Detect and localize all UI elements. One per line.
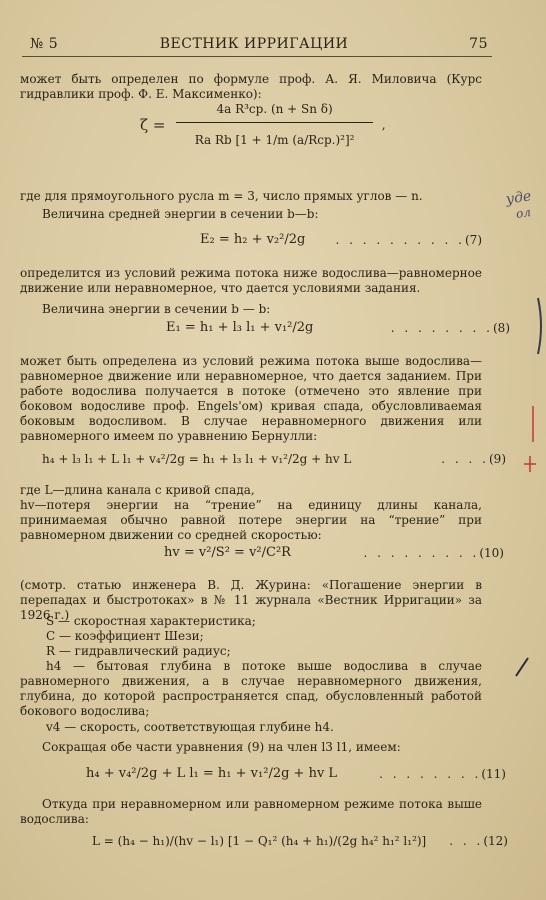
definition-v4: v4 — скорость, соответствующая глубине h4.: [46, 720, 334, 734]
definitions-list: [46, 614, 482, 659]
definition-h4: h4 — бытовая глубина в потоке выше водослива в случае равномерного движения, а в случае неравномерного движения, глубина, до которой распространяется спад, обусловленный работой бокового водослива;: [20, 659, 482, 718]
equation-9-body: h₄ + l₃ l₁ + L l₁ + v₄²/2g = h₁ + l₃ l₁ + v₁²/2g + hv L: [42, 452, 352, 466]
equation-9: h₄ + l₃ l₁ + L l₁ + v₄²/2g = h₁ + l₃ l₁ + v₁²/2g + hv L . . . .(9): [42, 452, 506, 466]
equation-7-number: (7): [465, 232, 482, 247]
formula-zeta: ζ = $\frac{\text{4a R³cp. (n + Sn δ)}}{\text{Ra Rb [1 + 1/m (a/Rcp.)²]²}}$ ,: [140, 102, 386, 147]
margin-note-top-right: уде ол: [505, 188, 533, 221]
equation-10-number: (10): [479, 545, 504, 560]
equation-12-number: (12): [483, 834, 508, 848]
paragraph-upstream-regime: может быть определена из условий режима потока выше водослива—равномерное движение или неравномерное, что дается заданием. При работе водослива получается в потоке (отмечено это явление при боковом водосливе проф. Engels'ом) кривая спада, обусловливаемая боковым водосливом. В случае неравномерного движения или равномерного имеем по уравнению Бернулли:: [20, 354, 482, 443]
equation-10: hv = v²/S² = v²/C²R . . . . . . . . .(10): [164, 545, 504, 560]
zeta-lhs: ζ =: [140, 115, 166, 134]
paragraph-milovich: может быть определен по формуле проф. А. Я. Миловича (Курс гидравлики проф. Ф. Е. Максименко):: [20, 72, 482, 101]
equation-8-number: (8): [493, 320, 510, 335]
page-number: 75: [469, 36, 488, 52]
definition-C: C — коэффициент Шези;: [46, 629, 204, 643]
issue-number: № 5: [30, 36, 59, 52]
paragraph-zhurin-reference: (смотр. статью инженера В. Д. Журина: «Погашение энергии в перепадах и быстротоках» в № 11 журнала «Вестник Ирригации» за 1926 г.): [20, 578, 482, 622]
underline-handwritten: [54, 458, 62, 466]
zeta-fraction: [176, 102, 372, 147]
zeta-numerator: 4a R³cp. (n + Sn δ): [176, 102, 372, 123]
journal-title: ВЕСТНИК ИРРИГАЦИИ: [159, 36, 349, 52]
zeta-denominator: Ra Rb [1 + 1/m (a/Rcp.)²]²: [194, 133, 355, 147]
paragraph-energy-bb: Величина средней энергии в сечении b—b:: [42, 207, 319, 221]
paragraph-energy-bb-2: Величина энергии в сечении b — b:: [42, 302, 271, 316]
header-rule: [22, 56, 492, 57]
paragraph-downstream-regime: определится из условий режима потока ниже водослива—равномерное движение или неравномерное, что дается условиями задания.: [20, 266, 482, 295]
definition-S: S — скоростная характеристика;: [46, 614, 256, 628]
margin-bracket-mark: [534, 296, 546, 356]
equation-12-body: L = (h₄ − h₁)/(hv − l₁) [1 − Q₁² (h₄ + h₁)/(2g h₄² h₁² l₁²)]: [92, 834, 427, 848]
margin-slash-mark: [512, 656, 532, 678]
equation-10-body: hv = v²/S² = v²/C²R: [164, 545, 291, 560]
equation-11: h₄ + v₄²/2g + L l₁ = h₁ + v₁²/2g + hv L . . . . . . . .(11): [86, 766, 506, 781]
paragraph-hv-definition: hv—потеря энергии на “трение” на единицу длины канала, принимаемая обычно равной потере энергии на “трение” при равномерном движении со средней скоростью:: [20, 498, 482, 542]
paragraph-reduce-eq9: Сокращая обе части уравнения (9) на член l3 l1, имеем:: [42, 740, 401, 754]
equation-12: L = (h₄ − h₁)/(hv − l₁) [1 − Q₁² (h₄ + h₁)/(2g h₄² h₁² l₁²)] . . .(12): [92, 834, 508, 848]
paragraph-whence: Откуда при неравномерном или равномерном режиме потока выше водослива:: [20, 797, 482, 826]
margin-red-mark-1: [527, 404, 539, 444]
equation-8-body: E₁ = h₁ + l₃ l₁ + v₁²/2g: [166, 320, 314, 335]
paragraph-rect-channel: где для прямоугольного русла m = 3, число прямых углов — n.: [20, 189, 423, 203]
equation-11-body: h₄ + v₄²/2g + L l₁ = h₁ + v₁²/2g + hv L: [86, 766, 338, 781]
definition-R: R — гидравлический радиус;: [46, 644, 231, 658]
equation-8: E₁ = h₁ + l₃ l₁ + v₁²/2g . . . . . . . .(8): [166, 320, 510, 335]
equation-7: E₂ = h₂ + v₂²/2g . . . . . . . . . .(7): [200, 232, 482, 247]
equation-9-number: (9): [489, 452, 506, 466]
equation-11-number: (11): [481, 766, 506, 781]
paragraph-L-definition: где L—длина канала с кривой спада,: [20, 483, 255, 497]
margin-red-mark-2: [522, 452, 538, 476]
equation-7-body: E₂ = h₂ + v₂²/2g: [200, 232, 306, 247]
